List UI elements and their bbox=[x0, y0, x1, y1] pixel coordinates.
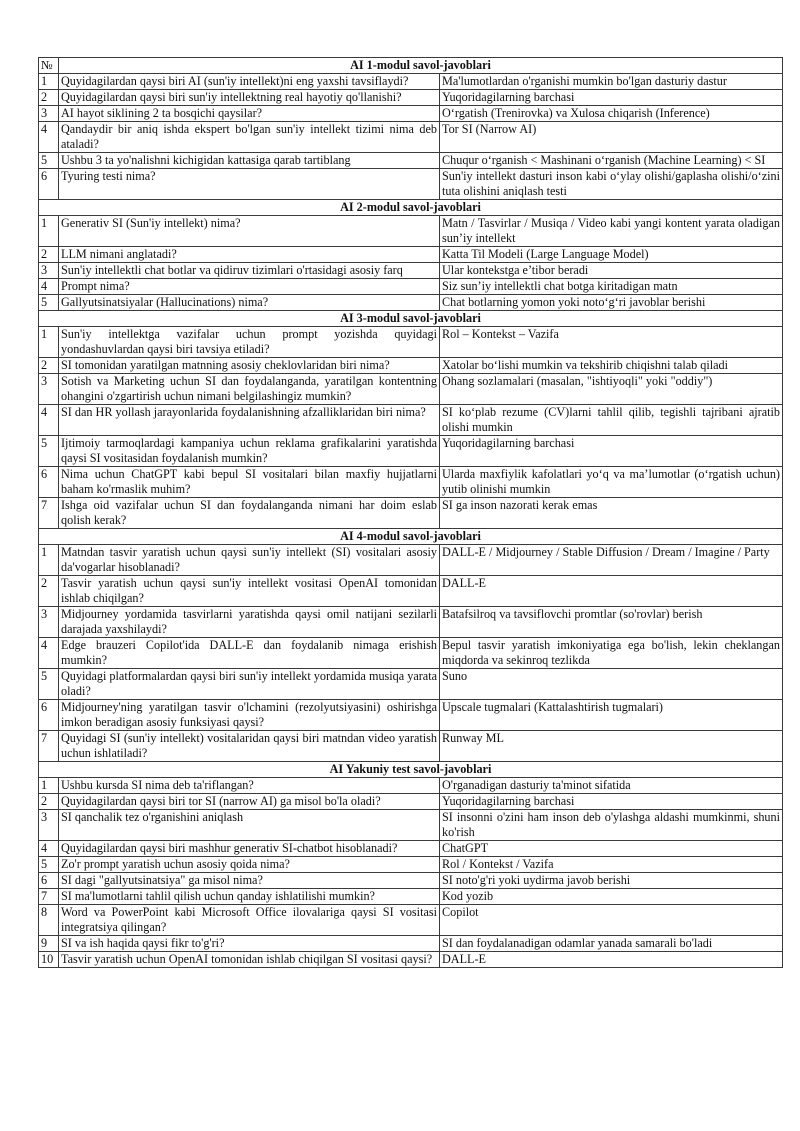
qa-row bbox=[39, 700, 783, 731]
answer-text: Runway ML bbox=[440, 731, 783, 762]
question-text: Midjourney yordamida tasvirlarni yaratishda qaysi omil natijani sezilarli darajada yaxshilaydi? bbox=[59, 607, 440, 638]
section-title: AI 1-modul savol-javoblari bbox=[59, 58, 783, 74]
question-number: 4 bbox=[39, 122, 59, 153]
qa-row bbox=[39, 358, 783, 374]
question-number: 3 bbox=[39, 263, 59, 279]
question-number: 5 bbox=[39, 436, 59, 467]
section-header-row bbox=[39, 311, 783, 327]
qa-document bbox=[38, 57, 782, 968]
question-number: 2 bbox=[39, 358, 59, 374]
question-text: Ushbu kursda SI nima deb ta'riflangan? bbox=[59, 778, 440, 794]
answer-text: Sun'iy intellekt dasturi inson kabi o‘ylay olishi/gaplasha olishi/o‘zini tuta olishini aniqlash testi bbox=[440, 169, 783, 200]
question-text: Nima uchun ChatGPT kabi bepul SI vositalari bilan maxfiy hujjatlarni baham ko'rmaslik muhim? bbox=[59, 467, 440, 498]
question-text: Prompt nima? bbox=[59, 279, 440, 295]
qa-row bbox=[39, 952, 783, 968]
question-number: 2 bbox=[39, 576, 59, 607]
answer-text: Katta Til Modeli (Large Language Model) bbox=[440, 247, 783, 263]
question-number: 5 bbox=[39, 295, 59, 311]
answer-text: Rol / Kontekst / Vazifa bbox=[440, 857, 783, 873]
question-text: SI dan HR yollash jarayonlarida foydalanishning afzalliklaridan biri nima? bbox=[59, 405, 440, 436]
qa-row bbox=[39, 169, 783, 200]
question-number: 3 bbox=[39, 106, 59, 122]
qa-row bbox=[39, 106, 783, 122]
question-number: 9 bbox=[39, 936, 59, 952]
question-text: Word va PowerPoint kabi Microsoft Office ilovalariga qaysi SI vositasi integratsiya qilingan? bbox=[59, 905, 440, 936]
answer-text: DALL-E bbox=[440, 576, 783, 607]
answer-text: SI insonni o'zini ham inson deb o'ylashga aldashi mumkinmi, shuni ko'rish bbox=[440, 810, 783, 841]
answer-text: Ma'lumotlardan o'rganishi mumkin bo'lgan dasturiy dastur bbox=[440, 74, 783, 90]
question-text: SI ma'lumotlarni tahlil qilish uchun qanday ishlatilishi mumkin? bbox=[59, 889, 440, 905]
answer-text: Chuqur o‘rganish < Mashinani o‘rganish (Machine Learning) < SI bbox=[440, 153, 783, 169]
qa-row bbox=[39, 905, 783, 936]
question-text: LLM nimani anglatadi? bbox=[59, 247, 440, 263]
question-text: Matndan tasvir yaratish uchun qaysi sun'iy intellekt (SI) vositalari asosiy da'vogarlar hisoblanadi? bbox=[59, 545, 440, 576]
qa-row bbox=[39, 794, 783, 810]
question-text: SI dagi "gallyutsinatsiya" ga misol nima? bbox=[59, 873, 440, 889]
section-title: AI 2-modul savol-javoblari bbox=[39, 200, 783, 216]
qa-row bbox=[39, 374, 783, 405]
question-number: 2 bbox=[39, 90, 59, 106]
question-number: 1 bbox=[39, 778, 59, 794]
question-number: 1 bbox=[39, 327, 59, 358]
question-number: 1 bbox=[39, 216, 59, 247]
answer-text: Siz sun’iy intellektli chat botga kiritadigan matn bbox=[440, 279, 783, 295]
qa-row bbox=[39, 153, 783, 169]
answer-text: Yuqoridagilarning barchasi bbox=[440, 436, 783, 467]
answer-text: SI ko‘plab rezume (CV)larni tahlil qilib, tegishli tajribani ajratib olishi mumkin bbox=[440, 405, 783, 436]
qa-row bbox=[39, 841, 783, 857]
question-text: Tasvir yaratish uchun qaysi sun'iy intellekt vositasi OpenAI tomonidan ishlab chiqilgan? bbox=[59, 576, 440, 607]
question-text: AI hayot siklining 2 ta bosqichi qaysilar? bbox=[59, 106, 440, 122]
qa-row bbox=[39, 857, 783, 873]
qa-row bbox=[39, 467, 783, 498]
question-text: Quyidagilardan qaysi biri mashhur generativ SI-chatbot hisoblanadi? bbox=[59, 841, 440, 857]
question-number: 6 bbox=[39, 169, 59, 200]
qa-row bbox=[39, 889, 783, 905]
answer-text: Ohang sozlamalari (masalan, "ishtiyoqli" yoki "oddiy") bbox=[440, 374, 783, 405]
qa-row bbox=[39, 778, 783, 794]
question-text: Qandaydir bir aniq ishda ekspert bo'lgan sun'iy intellekt tizimi nima deb ataladi? bbox=[59, 122, 440, 153]
answer-text: SI noto'g'ri yoki uydirma javob berishi bbox=[440, 873, 783, 889]
qa-row bbox=[39, 731, 783, 762]
answer-text: DALL-E / Midjourney / Stable Diffusion / Dream / Imagine / Party bbox=[440, 545, 783, 576]
qa-row bbox=[39, 873, 783, 889]
question-number: 1 bbox=[39, 74, 59, 90]
question-number: 4 bbox=[39, 405, 59, 436]
question-number: 5 bbox=[39, 153, 59, 169]
qa-row bbox=[39, 810, 783, 841]
qa-row bbox=[39, 74, 783, 90]
question-number: 2 bbox=[39, 794, 59, 810]
question-number: 6 bbox=[39, 700, 59, 731]
qa-row bbox=[39, 405, 783, 436]
question-text: Midjourney'ning yaratilgan tasvir o'lchamini (rezolyutsiyasini) oshirishga imkon beradigan asosiy funksiyasi qaysi? bbox=[59, 700, 440, 731]
qa-table-body bbox=[39, 58, 783, 968]
question-text: SI va ish haqida qaysi fikr to'g'ri? bbox=[59, 936, 440, 952]
answer-text: Matn / Tasvirlar / Musiqa / Video kabi yangi kontent yarata oladigan sun’iy intellekt bbox=[440, 216, 783, 247]
answer-text: Rol – Kontekst – Vazifa bbox=[440, 327, 783, 358]
qa-row bbox=[39, 295, 783, 311]
answer-text: Xatolar bo‘lishi mumkin va tekshirib chiqishni talab qiladi bbox=[440, 358, 783, 374]
question-text: Quyidagilardan qaysi biri tor SI (narrow AI) ga misol bo'la oladi? bbox=[59, 794, 440, 810]
section-header-row bbox=[39, 200, 783, 216]
question-number: 3 bbox=[39, 607, 59, 638]
answer-text: Upscale tugmalari (Kattalashtirish tugmalari) bbox=[440, 700, 783, 731]
qa-row bbox=[39, 638, 783, 669]
qa-row bbox=[39, 607, 783, 638]
qa-row bbox=[39, 263, 783, 279]
question-number: 4 bbox=[39, 638, 59, 669]
question-text: SI tomonidan yaratilgan matnning asosiy cheklovlaridan biri nima? bbox=[59, 358, 440, 374]
question-number: 4 bbox=[39, 841, 59, 857]
qa-row bbox=[39, 90, 783, 106]
answer-text: Copilot bbox=[440, 905, 783, 936]
question-number: 8 bbox=[39, 905, 59, 936]
number-column-header: № bbox=[39, 58, 59, 74]
question-number: 2 bbox=[39, 247, 59, 263]
question-text: Sotish va Marketing uchun SI dan foydalanganda, yaratilgan kontentning ohangini o'zgartirish uchun nimani belgilashingiz mumkin? bbox=[59, 374, 440, 405]
question-text: Ushbu 3 ta yo'nalishni kichigidan kattasiga qarab tartiblang bbox=[59, 153, 440, 169]
qa-row bbox=[39, 247, 783, 263]
qa-table bbox=[38, 57, 783, 968]
question-number: 5 bbox=[39, 857, 59, 873]
answer-text: Batafsilroq va tavsiflovchi promtlar (so'rovlar) berish bbox=[440, 607, 783, 638]
answer-text: Chat botlarning yomon yoki noto‘g‘ri javoblar berishi bbox=[440, 295, 783, 311]
qa-row bbox=[39, 279, 783, 295]
question-text: Zo'r prompt yaratish uchun asosiy qoida nima? bbox=[59, 857, 440, 873]
question-text: Ishga oid vazifalar uchun SI dan foydalanganda nimani har doim eslab qolish kerak? bbox=[59, 498, 440, 529]
section-header-row bbox=[39, 762, 783, 778]
qa-row bbox=[39, 498, 783, 529]
question-number: 3 bbox=[39, 374, 59, 405]
qa-row bbox=[39, 436, 783, 467]
qa-row bbox=[39, 936, 783, 952]
question-text: Quyidagilardan qaysi biri sun'iy intellektning real hayotiy qo'llanishi? bbox=[59, 90, 440, 106]
qa-row bbox=[39, 327, 783, 358]
section-header-row bbox=[39, 58, 783, 74]
answer-text: Tor SI (Narrow AI) bbox=[440, 122, 783, 153]
answer-text: Kod yozib bbox=[440, 889, 783, 905]
section-title: AI 4-modul savol-javoblari bbox=[39, 529, 783, 545]
question-text: Edge brauzeri Copilot'ida DALL-E dan foydalanib nimaga erishish mumkin? bbox=[59, 638, 440, 669]
qa-row bbox=[39, 122, 783, 153]
qa-row bbox=[39, 669, 783, 700]
answer-text: ChatGPT bbox=[440, 841, 783, 857]
question-text: Quyidagilardan qaysi biri AI (sun'iy intellekt)ni eng yaxshi tavsiflaydi? bbox=[59, 74, 440, 90]
question-text: SI qanchalik tez o'rganishini aniqlash bbox=[59, 810, 440, 841]
question-number: 7 bbox=[39, 731, 59, 762]
question-number: 3 bbox=[39, 810, 59, 841]
answer-text: Yuqoridagilarning barchasi bbox=[440, 90, 783, 106]
answer-text: Yuqoridagilarning barchasi bbox=[440, 794, 783, 810]
answer-text: Ular kontekstga e’tibor beradi bbox=[440, 263, 783, 279]
question-number: 7 bbox=[39, 498, 59, 529]
question-number: 7 bbox=[39, 889, 59, 905]
answer-text: DALL-E bbox=[440, 952, 783, 968]
question-text: Quyidagi platformalardan qaysi biri sun'iy intellekt yordamida musiqa yarata oladi? bbox=[59, 669, 440, 700]
question-number: 5 bbox=[39, 669, 59, 700]
answer-text: SI ga inson nazorati kerak emas bbox=[440, 498, 783, 529]
answer-text: O'rganadigan dasturiy ta'minot sifatida bbox=[440, 778, 783, 794]
question-number: 10 bbox=[39, 952, 59, 968]
answer-text: Ularda maxfiylik kafolatlari yo‘q va ma’lumotlar (o‘rgatish uchun) yutib olinishi mumkin bbox=[440, 467, 783, 498]
question-text: Tyuring testi nima? bbox=[59, 169, 440, 200]
question-text: Sun'iy intellektli chat botlar va qidiruv tizimlari o'rtasidagi asosiy farq bbox=[59, 263, 440, 279]
question-number: 4 bbox=[39, 279, 59, 295]
question-number: 6 bbox=[39, 467, 59, 498]
qa-row bbox=[39, 545, 783, 576]
section-title: AI 3-modul savol-javoblari bbox=[39, 311, 783, 327]
answer-text: Suno bbox=[440, 669, 783, 700]
question-text: Sun'iy intellektga vazifalar uchun prompt yozishda quyidagi yondashuvlardan qaysi biri tavsiya etiladi? bbox=[59, 327, 440, 358]
section-header-row bbox=[39, 529, 783, 545]
question-text: Gallyutsinatsiyalar (Hallucinations) nima? bbox=[59, 295, 440, 311]
question-text: Ijtimoiy tarmoqlardagi kampaniya uchun reklama grafikalarini yaratishda qaysi SI vositasidan foydalanish mumkin? bbox=[59, 436, 440, 467]
question-number: 1 bbox=[39, 545, 59, 576]
qa-row bbox=[39, 216, 783, 247]
qa-row bbox=[39, 576, 783, 607]
question-text: Quyidagi SI (sun'iy intellekt) vositalaridan qaysi biri matndan video yaratish uchun ishlatiladi? bbox=[59, 731, 440, 762]
answer-text: O‘rgatish (Trenirovka) va Xulosa chiqarish (Inference) bbox=[440, 106, 783, 122]
question-number: 6 bbox=[39, 873, 59, 889]
answer-text: Bepul tasvir yaratish imkoniyatiga ega bo'lish, lekin cheklangan miqdorda va sekinroq tezlikda bbox=[440, 638, 783, 669]
section-title: AI Yakuniy test savol-javoblari bbox=[39, 762, 783, 778]
question-text: Tasvir yaratish uchun OpenAI tomonidan ishlab chiqilgan SI vositasi qaysi? bbox=[59, 952, 440, 968]
question-text: Generativ SI (Sun'iy intellekt) nima? bbox=[59, 216, 440, 247]
answer-text: SI dan foydalanadigan odamlar yanada samarali bo'ladi bbox=[440, 936, 783, 952]
